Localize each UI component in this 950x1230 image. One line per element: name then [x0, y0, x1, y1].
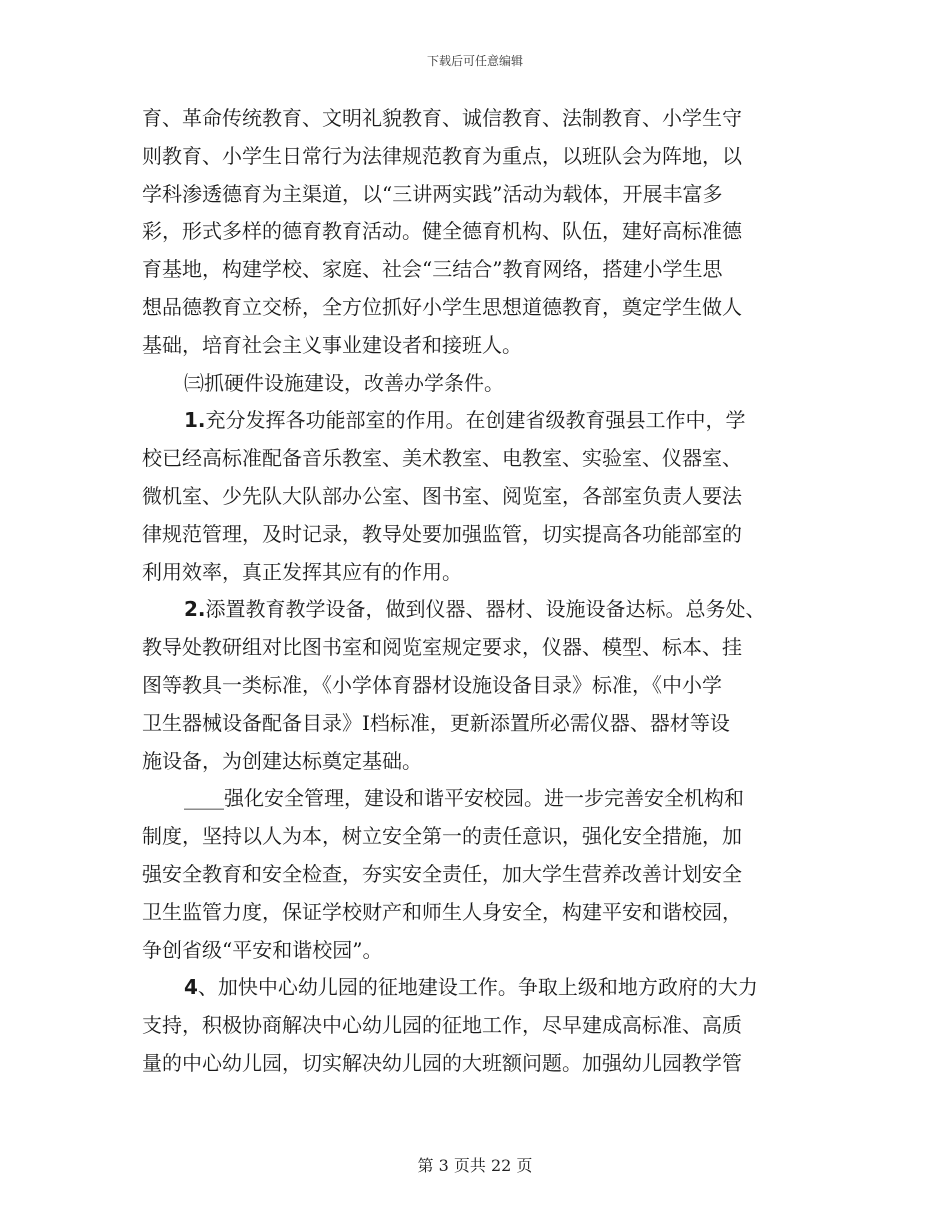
text-line: 量的中心幼儿园，切实解决幼儿园的大班额问题。加强幼儿园教学管: [142, 1050, 742, 1075]
text-line: 育、革命传统教育、文明礼貌教育、诚信教育、法制教育、小学生守: [142, 106, 742, 130]
text-line: 制度，坚持以人为本，树立安全第一的责任意识，强化安全措施，加: [142, 824, 742, 849]
numbered-paragraph-4: [142, 969, 810, 1007]
item-number: 1.: [184, 408, 206, 433]
text-line: 、加快中心幼儿园的征地建设工作。争取上级和地方政府的大力: [197, 975, 758, 1000]
text-line: 育基地，构建学校、家庭、社会“三结合”教育网络，搭建小学生思: [142, 257, 723, 282]
text-line: ____强化安全管理，建设和谐平安校园。进一步完善安全机构和: [184, 786, 744, 811]
text-line: 律规范管理，及时记录，教导处要加强监管，切实提高各功能部室的: [142, 521, 742, 546]
text-line: 学科渗透德育为主渠道，以“三讲两实践”活动为载体，开展丰富多: [142, 181, 723, 206]
page-footer: 第 3 页共 22 页: [417, 1156, 533, 1175]
document-body: [142, 100, 810, 1083]
text-line: 教导处教研组对比图书室和阅览室规定要求，仪器、模型、标本、挂: [142, 635, 742, 660]
item-number: 4: [184, 975, 198, 1000]
text-line: 卫生监管力度，保证学校财产和师生人身安全，构建平安和谐校园，: [142, 899, 742, 924]
text-line: 争创省级“平安和谐校园”。: [142, 937, 383, 962]
page-header: 下载后可任意编辑: [426, 54, 523, 68]
text-line: 卫生器械设备配备目录》Ⅰ档标准，更新添置所必需仪器、器材等设: [142, 710, 730, 735]
text-line: 支持，积极协商解决中心幼儿园的征地工作，尽早建成高标准、高质: [142, 1013, 742, 1038]
text-line: 利用效率，真正发挥其应有的作用。: [142, 559, 462, 584]
text-line: 想品德教育立交桥，全方位抓好小学生思想道德教育，奠定学生做人: [142, 294, 742, 319]
text-line: 强安全教育和安全检查，夯实安全责任，加大学生营养改善计划安全: [142, 861, 742, 886]
text-line: 基础，培育社会主义事业建设者和接班人。: [142, 332, 522, 357]
text-line: 微机室、少先队大队部办公室、图书室、阅览室，各部室负责人要法: [142, 483, 742, 508]
text-line: 充分发挥各功能部室的作用。在创建省级教育强县工作中，学: [205, 408, 746, 433]
numbered-paragraph-1: [142, 402, 810, 440]
text-line: 校已经高标准配备音乐教室、美术教室、电教室、实验室、仪器室、: [142, 446, 742, 471]
text-line: 则教育、小学生日常行为法律规范教育为重点，以班队会为阵地，以: [142, 143, 742, 168]
text-line: 彩，形式多样的德育教育活动。健全德育机构、队伍，建好高标准德: [142, 219, 742, 244]
item-number: 2.: [184, 597, 206, 622]
numbered-paragraph-2: [142, 591, 810, 629]
section-heading: ㈢抓硬件设施建设，改善办学条件。: [184, 370, 504, 395]
text-line: 图等教具一类标准，《小学体育器材设施设备目录》标准，《中小学: [142, 672, 722, 697]
text-line: 施设备，为创建达标奠定基础。: [142, 748, 422, 773]
text-line: 添置教育教学设备，做到仪器、器材、设施设备达标。总务处、: [205, 597, 766, 622]
